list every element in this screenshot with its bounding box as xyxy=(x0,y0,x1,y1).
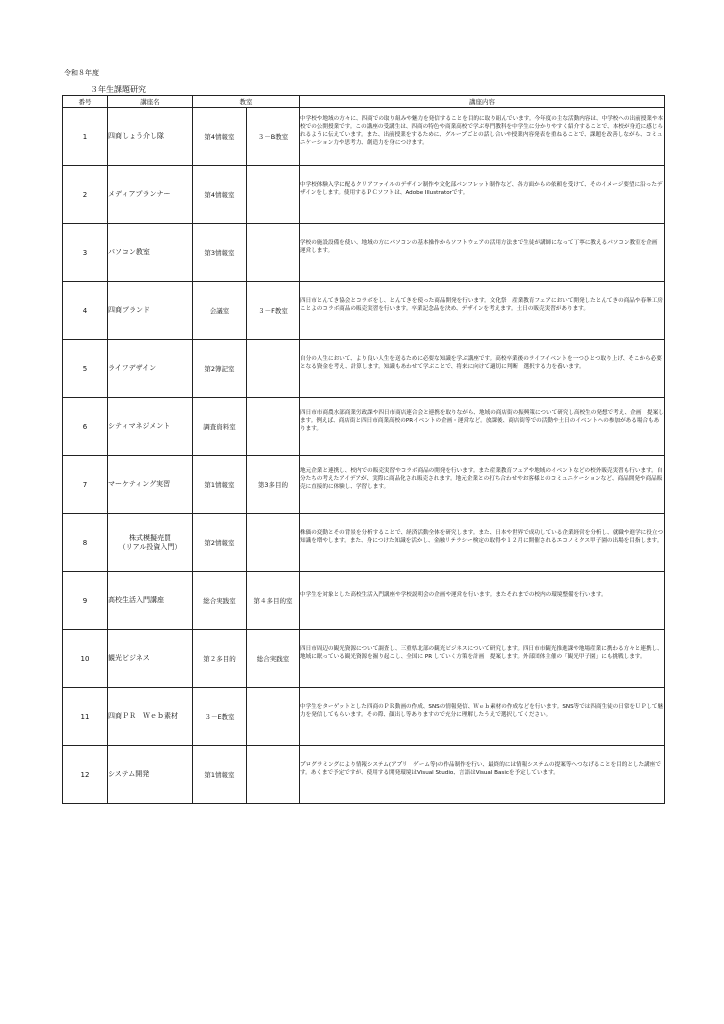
row-course-name-text: 観光ビジネス xyxy=(108,654,150,662)
row-course-name xyxy=(108,166,193,224)
row-content xyxy=(300,630,665,688)
row-number: 8 xyxy=(63,514,108,572)
row-content-text: 自分の人生において、より良い人生を送るために必要な知識を学ぶ講座です。高校卒業後のライフイベントを一つひとつ取り上げ、そこから必要となる資金を考え、計算します。知識もあわせて学ぶことで、将来に向けて適切に判断 選択する力を養います。 xyxy=(300,355,662,370)
row-course-name xyxy=(108,514,193,572)
row-content xyxy=(300,688,665,746)
row-room-primary: 第1情報室 xyxy=(193,456,247,514)
row-number: 3 xyxy=(63,224,108,282)
table-row xyxy=(63,572,665,630)
row-course-name xyxy=(108,688,193,746)
header-number: 番号 xyxy=(63,96,108,108)
row-content-text: 学校の施設設備を使い、地域の方にパソコンの基本操作からソフトウェアの活用方法まで生徒が講師になって丁寧に教えるパソコン教室を企画 運営します。 xyxy=(300,239,664,254)
row-course-name xyxy=(108,456,193,514)
row-content xyxy=(300,746,665,804)
row-content xyxy=(300,456,665,514)
table-row xyxy=(63,630,665,688)
row-content xyxy=(300,572,665,630)
row-content-text: 四日市周辺の観光資源について調査し、三重県北部の観光ビジネスについて研究します。四日市市観光推進課や地場産業に携わる方々と連携し、地域に眠っている観光資源を掘り起こし、全国に PR していく方策を計画 提案します。外部団体主催の「観光甲子園」にも挑戦します。 xyxy=(300,645,663,660)
row-room-primary: 第4情報室 xyxy=(193,166,247,224)
row-course-name-text: シティマネジメント xyxy=(108,422,171,430)
row-content-text: 中学校体験入学に配るクリアファイルのデザイン制作や文化部パンフレット制作など、各方面からの依頼を受けて、そのイメージ要望に沿ったデザインをします。使用するＰＣソフトは、Adobe Illustratorです。 xyxy=(300,181,663,196)
row-course-name-text: 四商ブランド xyxy=(108,306,150,314)
row-course-name xyxy=(108,224,193,282)
row-room-secondary xyxy=(247,746,300,804)
row-content xyxy=(300,514,665,572)
header-content: 講座内容 xyxy=(300,96,665,108)
header-course-name: 講座名 xyxy=(108,96,193,108)
row-course-name xyxy=(108,108,193,166)
row-room-primary: 第1情報室 xyxy=(193,746,247,804)
row-content-text: 中学生を対象とした高校生活入門講座や学校説明会の企画や運営を行います。またそれまでの校内の環境整備を行います。 xyxy=(300,591,607,598)
table-row xyxy=(63,514,665,572)
row-content-text: 四日市とんてき協会とコラボをし、とんてきを使った商品開発を行います。文化祭 産業教育フェアにおいて開発したとんてきの商品や春峯工房ことよのコラボ商品の販売実習を行います。卒業記念品を決め、デザインを考えます。土日の販売実習があります。 xyxy=(300,297,663,312)
row-course-name-text: ライフデザイン xyxy=(108,364,157,372)
row-room-secondary: ３－F教室 xyxy=(247,282,300,340)
row-number: 5 xyxy=(63,340,108,398)
table-row xyxy=(63,746,665,804)
table-row xyxy=(63,224,665,282)
row-course-name xyxy=(108,630,193,688)
row-room-primary: ３－E教室 xyxy=(193,688,247,746)
row-room-primary: 第２多目的 xyxy=(193,630,247,688)
row-room-primary: 第4情報室 xyxy=(193,108,247,166)
fiscal-year: 令和８年度 xyxy=(64,69,99,77)
row-content-text: プログラミングにより情報システム(アプリ ゲーム等)の作品制作を行い、最終的には情報システムの提案等へつなげることを目的とした講座です。あくまで予定ですが、使用する開発環境はVisual Studio、言語はVisual Basicを予定しています。 xyxy=(300,761,661,776)
row-room-primary: 第2情報室 xyxy=(193,514,247,572)
row-course-name-text: システム開発 xyxy=(108,770,150,778)
row-content xyxy=(300,282,665,340)
row-room-primary: 会議室 xyxy=(193,282,247,340)
header-room: 教室 xyxy=(193,96,300,108)
row-content xyxy=(300,108,665,166)
table-row xyxy=(63,398,665,456)
row-content xyxy=(300,166,665,224)
row-room-secondary xyxy=(247,340,300,398)
row-course-name xyxy=(108,398,193,456)
row-course-name-text: メディアプランナー xyxy=(108,190,171,198)
table-row xyxy=(63,456,665,514)
row-number: 11 xyxy=(63,688,108,746)
row-room-primary: 総合実践室 xyxy=(193,572,247,630)
row-content-text: 地元企業と連携し、校内での販売実習やコラボ商品の開発を行います。また産業教育フェアや地域のイベントなどの校外販売実習も行います。自分たちの考えたアイデアが、実際に商品化され販売されます。地元企業との打ち合わせやお客様とのコミュニケーションなど、商品開発や商品販売に直接的に体験し、学習します。 xyxy=(300,467,663,490)
row-course-name-text: 四商ＰＲ Ｗｅｂ素材 xyxy=(108,712,178,720)
row-course-name xyxy=(108,572,193,630)
row-room-secondary xyxy=(247,224,300,282)
row-number: 2 xyxy=(63,166,108,224)
row-number: 9 xyxy=(63,572,108,630)
row-content-text: 中学校や地域の方々に、四商での取り組みや魅力を発信することを目的に取り組んでいます。今年度の主な活動内容は、中学校への出前授業や本校での公開授業です。この講座の受講生は、四商の特色や商業高校で学ぶ専門教科を中学生に分かりやすく紹介することで、本校が身近に感じられるように伝えています。また、出前授業をするために、グループごとの話し合いや授業内容発表を重ねることで、課題を改善しながら、コミュニケーション力や思考力、創造力を身につけます。 xyxy=(300,115,664,146)
row-course-name-text: 株式模擬売買 （リアル投資入門） xyxy=(118,533,182,551)
table-row xyxy=(63,340,665,398)
row-room-primary: 第3情報室 xyxy=(193,224,247,282)
page-title: ３年生課題研究 xyxy=(90,85,146,94)
row-room-primary: 調査資料室 xyxy=(193,398,247,456)
row-room-secondary xyxy=(247,688,300,746)
row-course-name xyxy=(108,340,193,398)
table-row xyxy=(63,282,665,340)
row-room-secondary: 第４多目的室 xyxy=(247,572,300,630)
table-row xyxy=(63,108,665,166)
row-content xyxy=(300,398,665,456)
row-content-text: 四日市市商農水部商業労政課や四日市商店連合会と連携を取りながら、地域の商店街の振興策について研究し高校生の発想で考え、企画 提案します。例えば、商店街と四日市商業高校のPRイベントの企画・運営など。放課後、商店街等での活動や土日のイベントへの参加がある場合もあります。 xyxy=(300,409,664,432)
course-table xyxy=(62,95,665,804)
row-number: 1 xyxy=(63,108,108,166)
row-content-text: 中学生をターゲットとした四商のＰＲ動画の作成、SNSの情報発信、Ｗｅｂ素材の作成などを行います。SNS等では四商生徒の日常をＵＰして魅力を発信してもらいます。その際、顔出し等ありますので充分に理解したうえで選択してください。 xyxy=(300,703,664,718)
row-content-text: 株価の変動とその背景を分析することで、経済活動全体を研究します。また、日本や世界で成功している企業経営を分析し、就職や進学に役立つ知識を増やします。また、身につけた知識を活かし、金融リテラシー検定の取得や１２月に開催されるエコノミクス甲子園の出場を目指します。 xyxy=(300,529,664,544)
row-course-name-text: 高校生活入門講座 xyxy=(108,596,164,604)
row-room-secondary xyxy=(247,166,300,224)
table-header xyxy=(63,96,665,108)
row-room-secondary xyxy=(247,398,300,456)
table-row xyxy=(63,688,665,746)
row-number: 6 xyxy=(63,398,108,456)
row-course-name-text: パソコン教室 xyxy=(108,248,150,256)
row-room-secondary: 総合実践室 xyxy=(247,630,300,688)
row-room-primary: 第2簿記室 xyxy=(193,340,247,398)
table-row xyxy=(63,166,665,224)
row-number: 12 xyxy=(63,746,108,804)
row-course-name xyxy=(108,282,193,340)
row-room-secondary: ３－B教室 xyxy=(247,108,300,166)
row-number: 10 xyxy=(63,630,108,688)
row-room-secondary xyxy=(247,514,300,572)
row-course-name xyxy=(108,746,193,804)
row-number: 7 xyxy=(63,456,108,514)
row-room-secondary: 第3多目的 xyxy=(247,456,300,514)
row-course-name-text: マーケティング実習 xyxy=(108,480,171,488)
row-content xyxy=(300,224,665,282)
row-number: 4 xyxy=(63,282,108,340)
row-course-name-text: 四商しょう介し隊 xyxy=(108,132,164,140)
row-content xyxy=(300,340,665,398)
